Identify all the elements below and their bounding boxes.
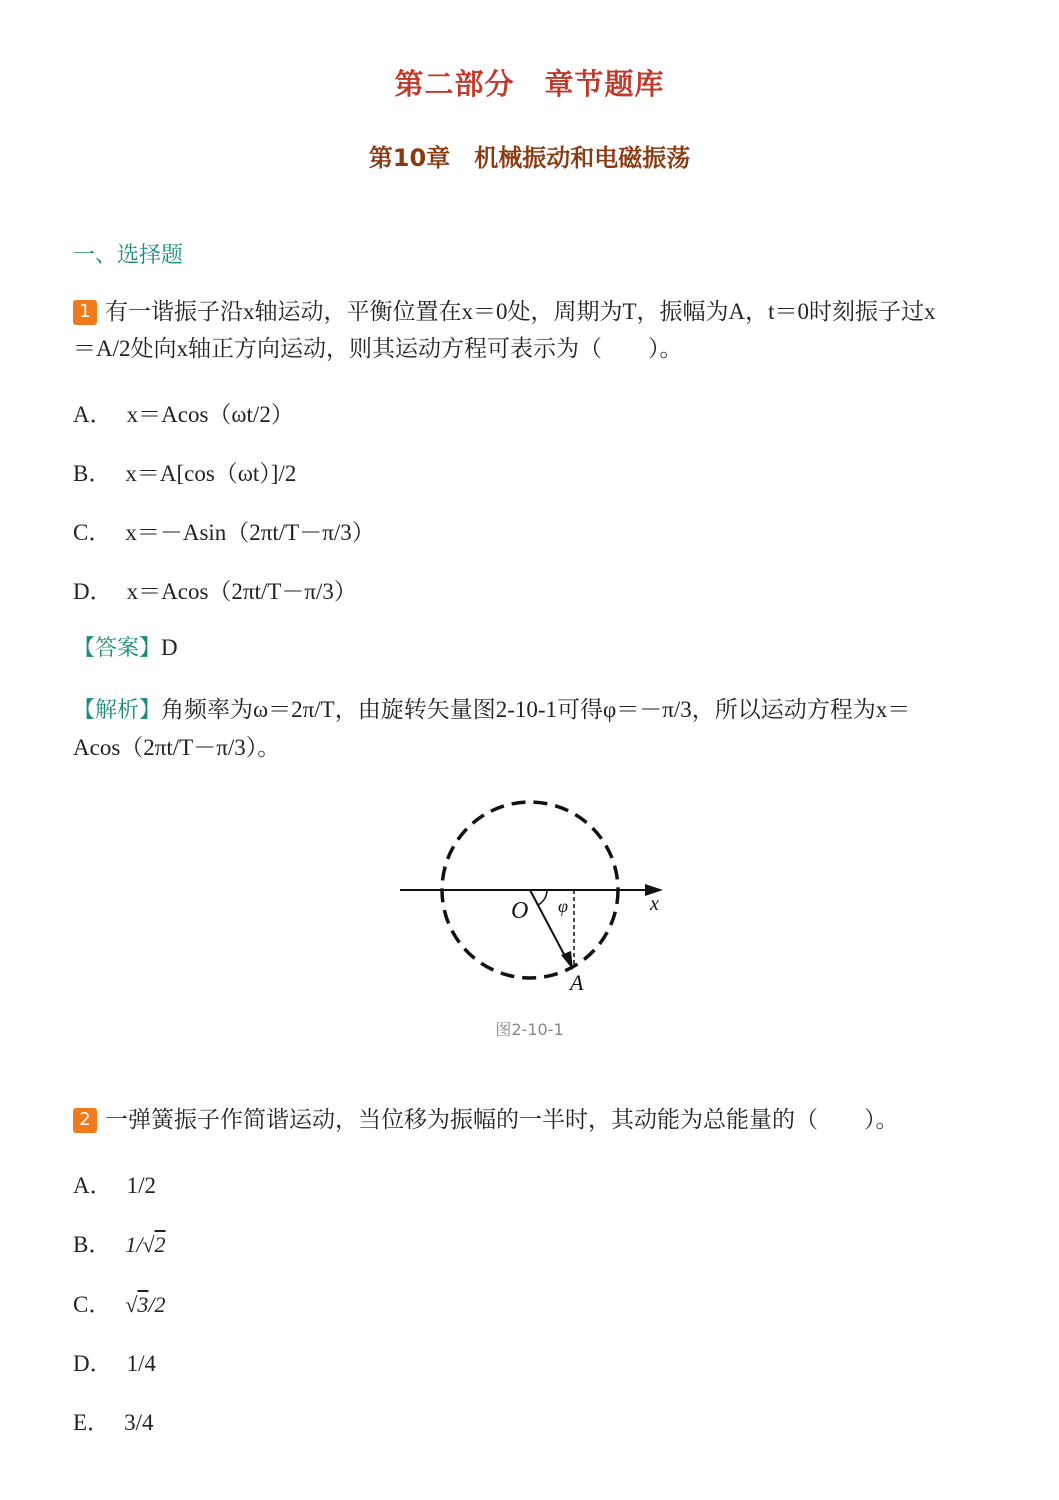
radicand: 2 — [154, 1232, 166, 1257]
question-1-option-d — [73, 573, 357, 606]
option-text: x＝Acos（2πt/T－π/3） — [126, 579, 357, 604]
question-1-stem-line2: ＝A/2处向x轴正方向运动，则其运动方程可表示为（ ）。 — [73, 336, 683, 361]
option-letter: B． — [73, 1232, 112, 1257]
rotating-vector-figure — [395, 790, 675, 1000]
option-letter: E． — [73, 1410, 111, 1435]
radicand: 3 — [137, 1292, 149, 1317]
origin-label: O — [511, 898, 529, 924]
option-letter: B． — [73, 461, 112, 486]
question-1-stem-line1 — [73, 294, 936, 330]
fraction-one-over-root-two — [125, 1232, 165, 1257]
point-a-label: A — [570, 970, 584, 995]
slash: / — [148, 1292, 155, 1317]
page-title: 第二部分 章节题库 — [394, 67, 665, 101]
option-letter: D． — [73, 579, 113, 604]
question-1-option-b — [73, 455, 296, 488]
question-2-option-e — [73, 1404, 153, 1437]
question-2-option-b — [73, 1226, 166, 1259]
section-heading: 一、选择题 — [73, 243, 184, 268]
question-2-option-a — [73, 1167, 156, 1200]
option-text: 3/4 — [124, 1410, 154, 1435]
question-1-option-a — [73, 396, 294, 429]
question-1-text-1: 有一谐振子沿x轴运动，平衡位置在x＝0处，周期为T，振幅为A，t＝0时刻振子过x — [105, 299, 936, 324]
chapter-title: 第10章 机械振动和电磁振荡 — [368, 144, 691, 172]
rotating-vector-diagram — [395, 790, 675, 1000]
question-2-option-d — [73, 1345, 156, 1378]
option-text: x＝Acos（ωt/2） — [126, 402, 294, 427]
option-letter: D． — [73, 1351, 113, 1376]
option-text: x＝－Asin（2πt/T－π/3） — [125, 520, 375, 545]
option-letter: A． — [73, 1173, 113, 1198]
question-number-badge: 2 — [73, 1108, 97, 1133]
question-1-option-c — [73, 514, 375, 547]
analysis-line1 — [73, 691, 910, 724]
question-2-text: 一弹簧振子作简谐运动，当位移为振幅的一半时，其动能为总能量的（ ）。 — [105, 1107, 899, 1132]
answer-value: D — [161, 635, 178, 660]
sqrt-symbol: √ — [142, 1232, 155, 1257]
x-axis-label: x — [650, 893, 659, 915]
fraction-root-three-over-two — [125, 1292, 165, 1317]
analysis-text-1: 角频率为ω＝2π/T，由旋转矢量图2-10-1可得φ＝－π/3，所以运动方程为x＝ — [161, 697, 911, 722]
option-letter: A． — [73, 402, 113, 427]
option-text: 1/2 — [126, 1173, 157, 1198]
numerator: 1 — [125, 1232, 137, 1257]
question-number-badge: 1 — [73, 300, 97, 325]
question-2-option-c — [73, 1286, 166, 1319]
analysis-tag: 【解析】 — [73, 698, 162, 723]
figure-caption: 图2-10-1 — [495, 1020, 564, 1039]
slash: / — [136, 1232, 143, 1257]
sqrt-symbol: √ — [125, 1292, 138, 1317]
answer-tag: 【答案】 — [73, 636, 162, 661]
option-letter: C． — [73, 520, 112, 545]
analysis-line2: Acos（2πt/T－π/3）。 — [73, 735, 281, 760]
option-text: x＝A[cos（ωt）]/2 — [125, 461, 297, 486]
angle-arc — [538, 890, 547, 905]
denominator: 2 — [154, 1292, 166, 1317]
option-letter: C． — [73, 1292, 112, 1317]
answer-line — [73, 631, 178, 662]
angle-label: φ — [558, 896, 568, 916]
question-2-stem — [73, 1102, 899, 1138]
option-text: 1/4 — [126, 1351, 157, 1376]
